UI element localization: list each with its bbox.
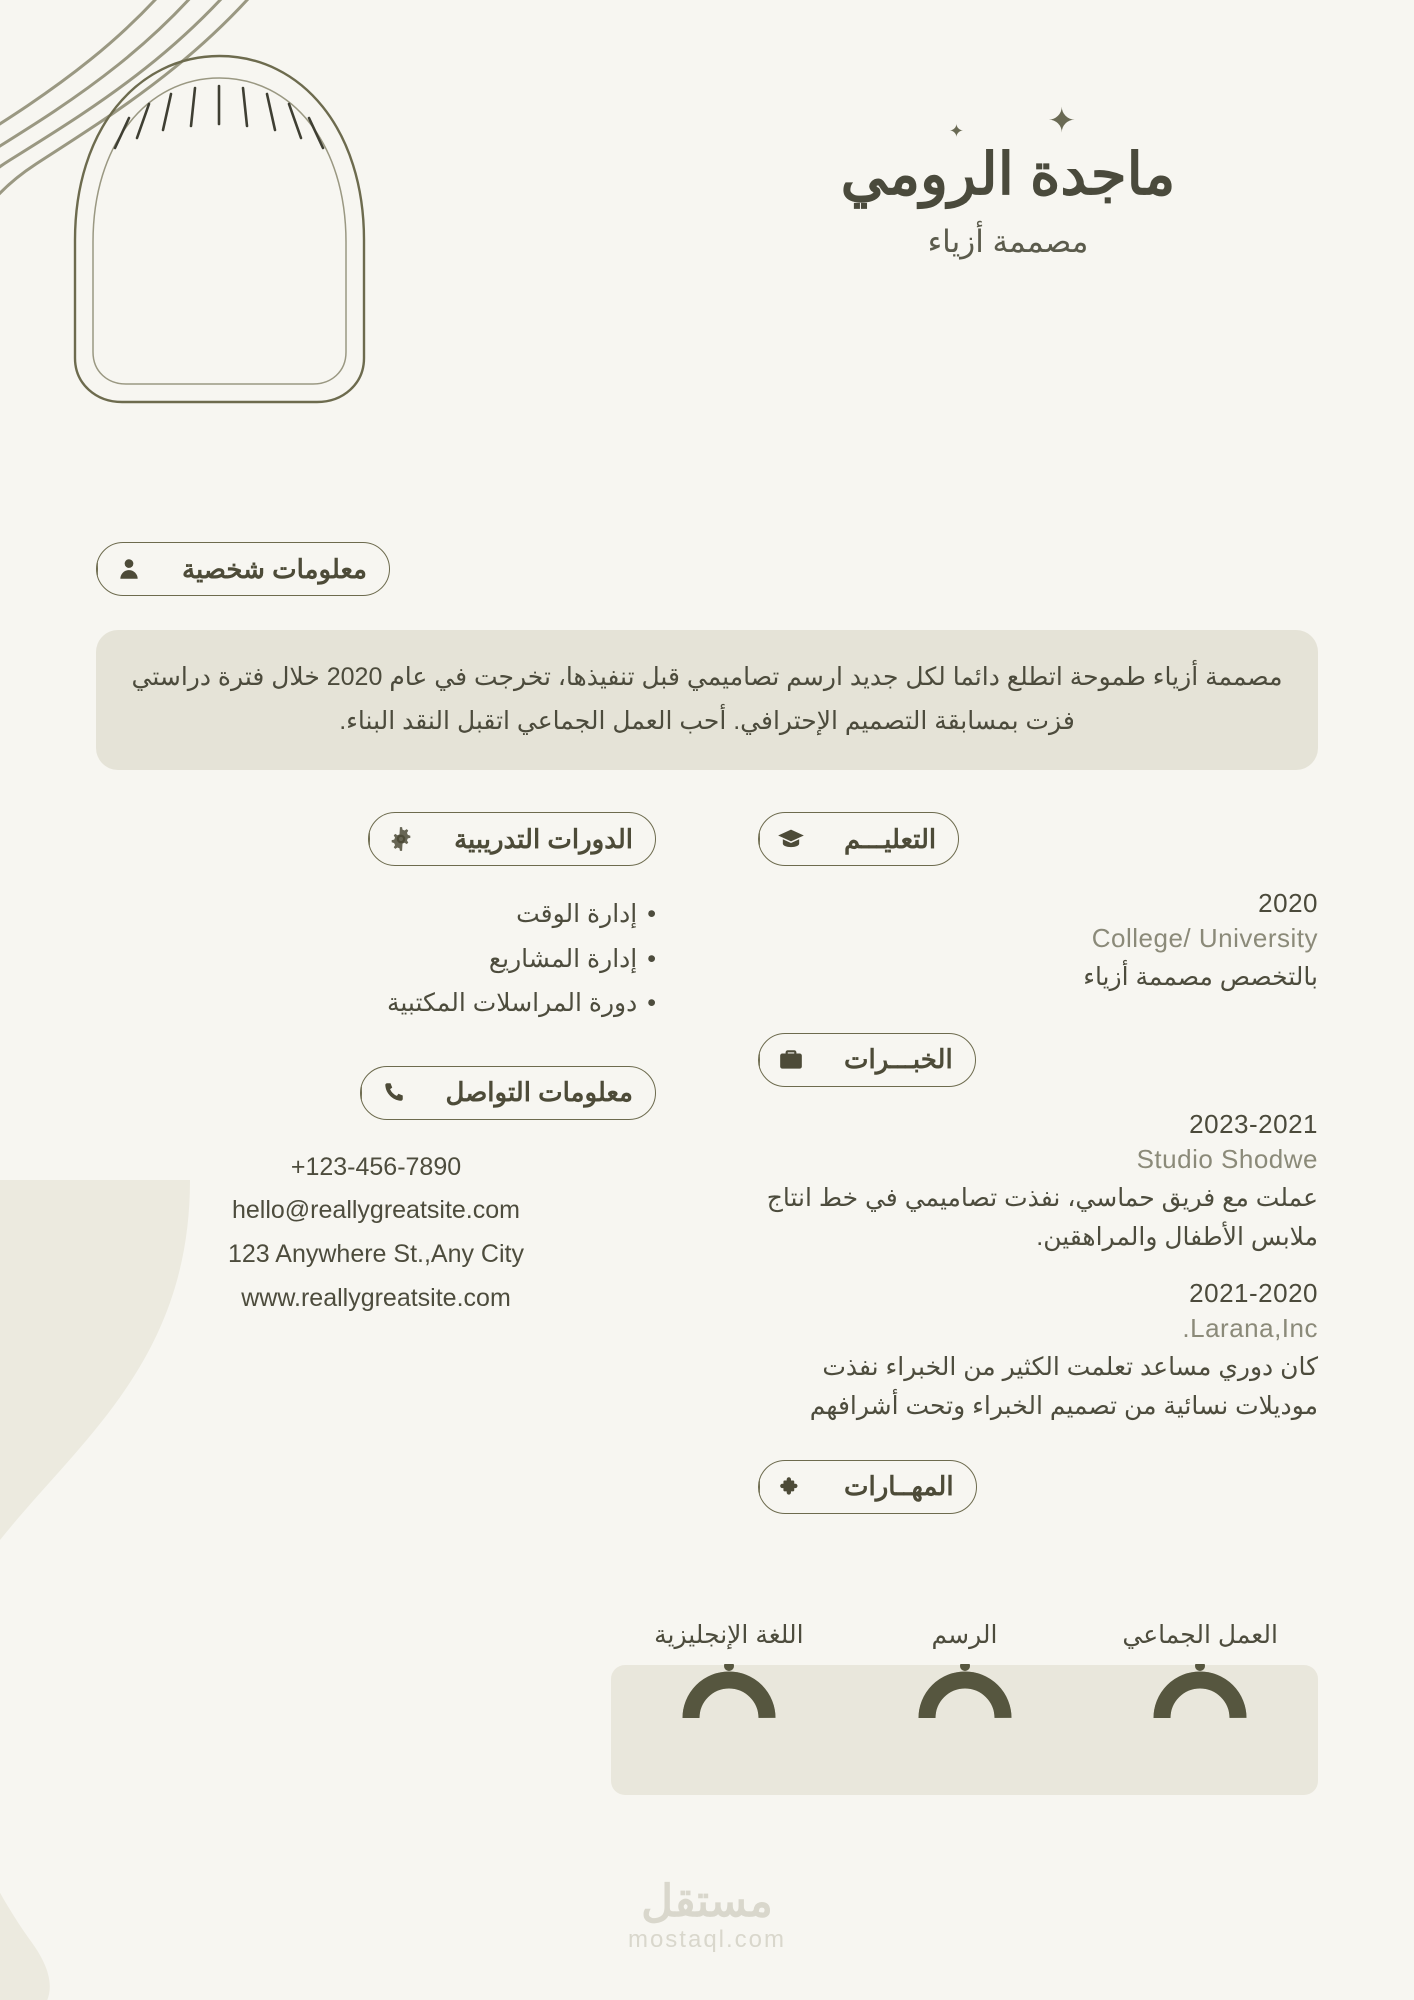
section-label: المهــارات (844, 1471, 954, 1502)
skill-item (1115, 1620, 1285, 1725)
skill-gauge (1150, 1664, 1250, 1720)
list-item: • إدارة المشاريع (96, 937, 656, 982)
person-icon (97, 543, 160, 595)
courses-list (96, 892, 656, 1026)
contact-address: 123 Anywhere St.,Any City (228, 1240, 524, 1268)
contact-phone: +123-456-7890 (290, 1152, 462, 1181)
section-label: الدورات التدريبية (454, 823, 633, 854)
section-label: معلومات شخصية (182, 553, 367, 584)
phone-icon (361, 1067, 424, 1119)
contact-email: hello@reallygreatsite.com (231, 1196, 520, 1225)
graduation-cap-icon (759, 813, 822, 865)
skill-gauge (679, 1664, 779, 1720)
right-column (758, 812, 1318, 1514)
skills-row (611, 1620, 1318, 1725)
list-item: • إدارة الوقت (96, 892, 656, 937)
section-header-education (758, 812, 1318, 866)
entry-desc: بالتخصص مصممة أزياء (1083, 963, 1318, 991)
skill-gauge (915, 1664, 1015, 1720)
section-header-experience (758, 1033, 1318, 1087)
about-text: مصممة أزياء طموحة اتطلع دائما لكل جديد ارسم تصاميمي قبل تنفيذها، تخرجت في عام 2020 خلال فترة دراستي فزت بمسابقة التصميم الإحترافي. أحب العمل الجماعي اتقبل النقد البناء. (131, 663, 1283, 735)
skill-item (644, 1620, 814, 1725)
watermark (0, 1878, 1414, 1954)
sparkle-icon: ✦ (1047, 102, 1076, 140)
skill-label: العمل الجماعي (1122, 1621, 1278, 1649)
candidate-job-title: مصممة أزياء (927, 223, 1089, 259)
section-header-skills (758, 1460, 1318, 1514)
watermark-latin: mostaql.com (627, 1926, 787, 1953)
sparkle-icon: ✦ (948, 121, 964, 141)
contact-website: www.reallygreatsite.com (241, 1283, 511, 1312)
education-entry (758, 888, 1318, 997)
list-item: • دورة المراسلات المكتبية (96, 981, 656, 1026)
entry-org: Studio Shodwe (1136, 1143, 1318, 1174)
left-column (96, 812, 656, 1321)
section-label: التعليـــم (844, 823, 937, 854)
skill-label: اللغة الإنجليزية (654, 1621, 804, 1649)
photo-frame (67, 40, 372, 410)
section-header-courses (96, 812, 656, 866)
page-title (698, 140, 1318, 260)
entry-org: College/ University (1091, 923, 1318, 953)
entry-years: 2021-2020 (1189, 1278, 1318, 1309)
section-header-contact (96, 1066, 656, 1120)
about-box (96, 630, 1318, 770)
skill-label: الرسم (931, 1621, 998, 1649)
entry-years: 2023-2021 (1189, 1108, 1318, 1139)
entry-desc: كان دوري مساعد تعلمت الكثير من الخبراء نفذت موديلات نسائية من تصميم الخبراء وتحت أشرافهم (809, 1353, 1318, 1420)
gear-icon (369, 813, 432, 865)
section-header-personal-info (96, 542, 390, 596)
section-label: معلومات التواصل (445, 1077, 633, 1107)
experience-entry (758, 1278, 1318, 1426)
watermark-arabic: مستقل (641, 1876, 773, 1926)
contact-list (96, 1146, 656, 1321)
entry-years: 2020 (1258, 888, 1318, 918)
entry-org: Larana,Inc. (1182, 1313, 1318, 1344)
experience-entry (758, 1109, 1318, 1257)
candidate-name: ماجدة الرومي (840, 142, 1176, 207)
briefcase-icon (759, 1034, 822, 1086)
section-label: الخبـــرات (844, 1044, 953, 1075)
puzzle-icon (759, 1461, 822, 1513)
skill-item (880, 1620, 1050, 1725)
entry-desc: عملت مع فريق حماسي، نفذت تصاميمي في خط انتاج ملابس الأطفال والمراهقين. (766, 1183, 1318, 1251)
